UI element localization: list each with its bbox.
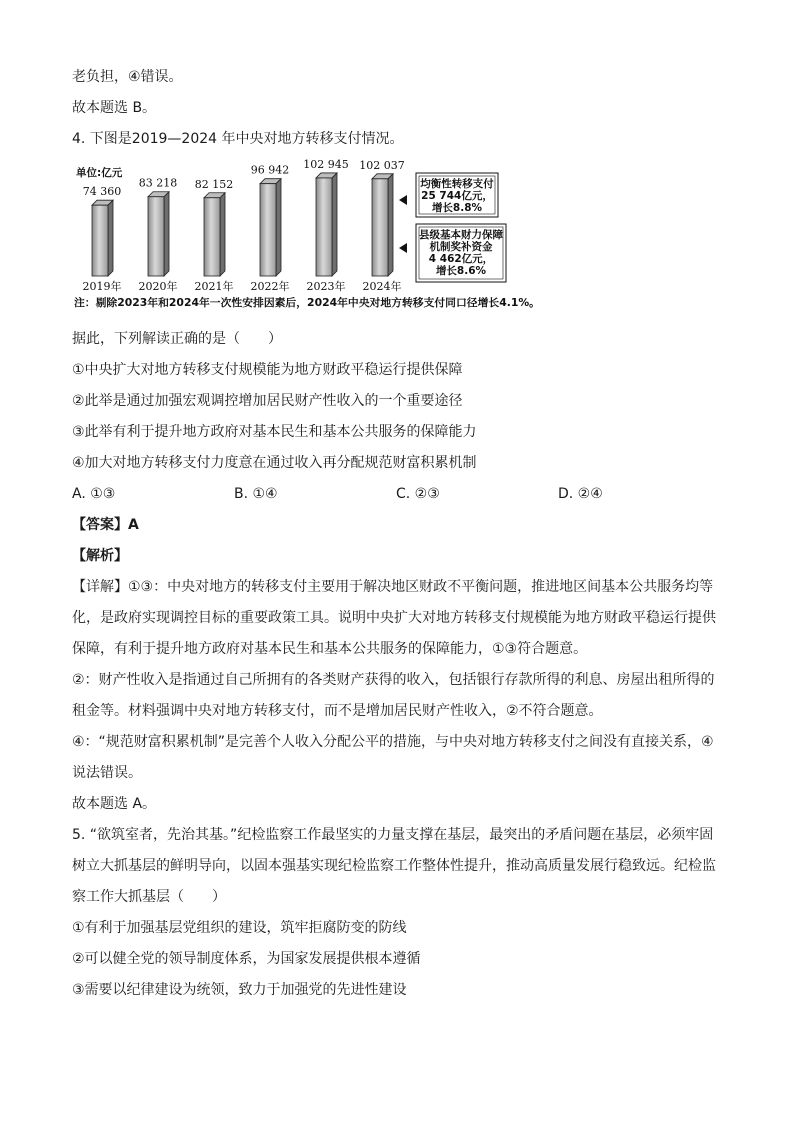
detail-paragraph-1: 【详解】①③：中央对地方的转移支付主要用于解决地区财政不平衡问题，推进地区间基本公共服务均等化，是政府实现调控目标的重要政策工具。说明中央扩大对地方转移支付规模能为地方财政平稳运行提供保障，有利于提升地方政府对基本民生和基本公共服务的保障能力，①③符合题意。 xyxy=(72,579,716,657)
bar-chart-svg xyxy=(74,158,544,310)
bar xyxy=(204,198,220,276)
bar-value-label: 102 945 xyxy=(303,158,349,171)
question-4-ask: 据此，下列解读正确的是（ ） xyxy=(72,331,282,347)
callout-text: 25 744亿元， xyxy=(421,190,493,202)
q5-statement-2: ②可以健全党的领导制度体系，为国家发展提供根本遵循 xyxy=(72,951,421,967)
bar-category-label: 2021年 xyxy=(194,280,234,293)
option-d: D. ②④ xyxy=(558,486,603,502)
statement-3: ③此举有利于提升地方政府对基本民生和基本公共服务的保障能力 xyxy=(72,424,477,440)
bar xyxy=(92,205,108,276)
callout-text: 均衡性转移支付 xyxy=(420,178,494,190)
text-line: 老负担，④错误。 xyxy=(72,69,183,85)
statement-4: ④加大对地方转移支付力度意在通过收入再分配规范财富积累机制 xyxy=(72,455,477,471)
bar-side-face xyxy=(108,200,113,276)
option-c: C. ②③ xyxy=(396,486,440,502)
bar-category-label: 2020年 xyxy=(138,280,178,293)
chart-note: 注：剔除2023年和2024年一次性安排因素后，2024年中央对地方转移支付同口径增长4.1%。 xyxy=(74,297,527,309)
bar-value-label: 83 218 xyxy=(138,176,178,190)
bar-side-face xyxy=(388,174,393,276)
bar-side-face xyxy=(164,192,169,276)
question-5-stem: 5. “欲筑室者，先治其基。”纪检监察工作最坚实的力量支撑在基层，最突出的矛盾问题在基层，必须牢固树立大抓基层的鲜明导向，以固本强基实现纪检监察工作整体性提升，推动高质量发展行稳致远。纪检监察工作大抓基层（ ） xyxy=(72,827,716,905)
bar-category-label: 2022年 xyxy=(250,280,290,293)
transfer-payment-chart xyxy=(74,158,544,310)
bar-category-label: 2019年 xyxy=(82,280,122,293)
bar-value-label: 74 360 xyxy=(82,185,122,199)
bar xyxy=(260,184,276,276)
statement-1: ①中央扩大对地方转移支付规模能为地方财政平稳运行提供保障 xyxy=(72,362,463,378)
bar-side-face xyxy=(276,179,281,276)
chart-unit-label: 单位:亿元 xyxy=(76,167,123,179)
detail-paragraph-2: ②：财产性收入是指通过自己所拥有的各类财产获得的收入，包括银行存款所得的利息、房屋出租所得的租金等。材料强调中央对地方转移支付，而不是增加居民财产性收入，②不符合题意。 xyxy=(72,672,715,719)
bar xyxy=(148,197,164,276)
bar-value-label: 102 037 xyxy=(359,158,405,172)
analysis-label: 【解析】 xyxy=(72,548,128,564)
text-line: 故本题选 B。 xyxy=(72,100,157,116)
detail-paragraph-3: ④：“规范财富积累机制”是完善个人收入分配公平的措施，与中央对地方转移支付之间没有直接关系，④说法错误。 xyxy=(72,734,714,781)
answer-label: 【答案】A xyxy=(72,517,139,533)
conclusion-line: 故本题选 A。 xyxy=(72,796,157,812)
statement-2: ②此举是通过加强宏观调控增加居民财产性收入的一个重要途径 xyxy=(72,393,463,409)
bar-side-face xyxy=(332,173,337,276)
bar-value-label: 82 152 xyxy=(194,177,234,191)
callout-arrow xyxy=(399,243,407,253)
callout-text: 县级基本财力保障 xyxy=(419,229,503,241)
callout-arrow xyxy=(399,195,407,205)
option-a: A. ①③ xyxy=(72,486,116,502)
callout-text: 机制奖补资金 xyxy=(429,241,493,253)
question-4-stem: 4. 下图是2019—2024 年中央对地方转移支付情况。 xyxy=(72,131,404,147)
q5-statement-1: ①有利于加强基层党组织的建设，筑牢拒腐防变的防线 xyxy=(72,920,407,936)
option-b: B. ①④ xyxy=(234,486,278,502)
bar xyxy=(316,178,332,276)
callout-text: 增长8.6% xyxy=(435,265,487,277)
callout-text: 4 462亿元， xyxy=(428,253,494,265)
bar-value-label: 96 942 xyxy=(250,163,290,177)
callout-text: 增长8.8% xyxy=(431,202,483,214)
bar-category-label: 2023年 xyxy=(306,280,346,293)
bar-category-label: 2024年 xyxy=(362,280,402,293)
q5-statement-3: ③需要以纪律建设为统领，致力于加强党的先进性建设 xyxy=(72,982,407,998)
bar xyxy=(372,179,388,276)
bar-side-face xyxy=(220,193,225,276)
